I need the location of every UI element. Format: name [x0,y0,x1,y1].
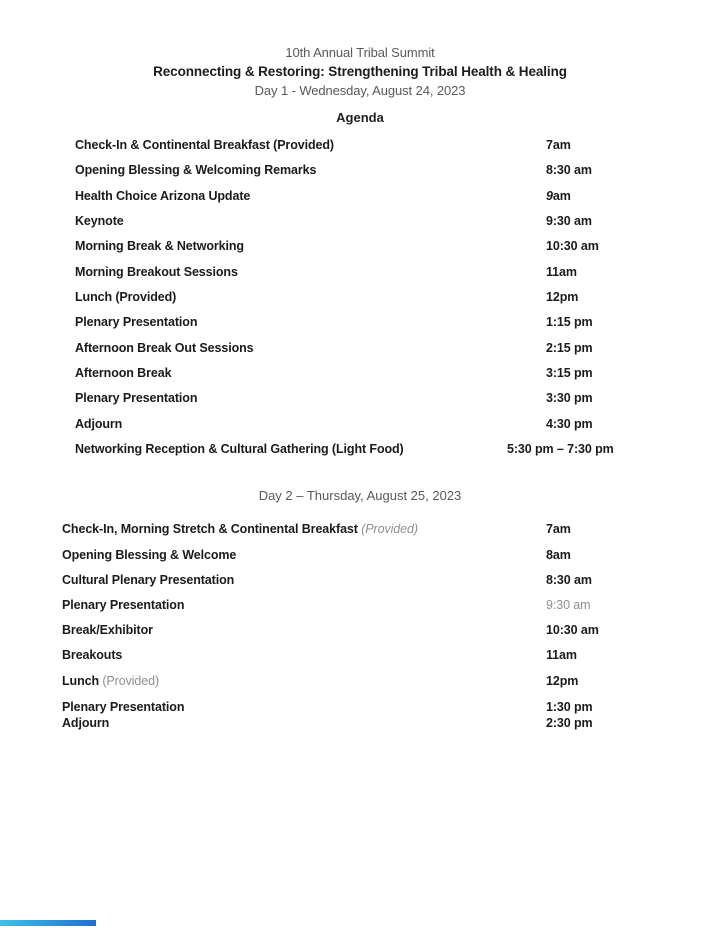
agenda-row [62,715,720,731]
agenda-item-time: 1:15 pm [546,315,593,330]
agenda-item-label: Plenary Presentation [62,699,185,714]
agenda-row [75,386,720,411]
agenda-row [75,310,720,335]
agenda-row [75,133,720,158]
agenda-item-label: Check-In & Continental Breakfast (Provided) [75,138,334,152]
agenda-row [75,209,720,234]
agenda-item-time-part: am [552,188,571,203]
agenda-item-time: 11am [546,264,577,279]
agenda-row [75,184,720,209]
agenda-item-label: Plenary Presentation [75,391,198,406]
day1-date-heading: Day 1 - Wednesday, August 24, 2023 [254,83,466,98]
agenda-item-label: Afternoon Break [75,366,172,381]
agenda-item-label: Opening Blessing & Welcoming Remarks [75,163,317,178]
agenda-row [75,336,720,361]
agenda-item-label: Adjourn [62,715,110,730]
agenda-item-time: 2:15 pm [546,340,593,355]
agenda-item-label: Networking Reception & Cultural Gathering (Light Food) [75,442,404,457]
agenda-item-label: Opening Blessing & Welcome [62,547,237,562]
agenda-row [75,361,720,386]
agenda-item-time: 7am [546,522,571,537]
agenda-row [62,669,720,694]
agenda-item-time: 2:30 pm [546,715,593,730]
agenda-item-time: 4:30 pm [546,416,593,431]
day2-date-heading: Day 2 – Thursday, August 25, 2023 [258,488,462,504]
agenda-item-time: 12pm [546,673,579,688]
agenda-item-label: Cultural Plenary Presentation [62,572,235,587]
agenda-row [62,643,720,668]
agenda-item-label: Health Choice Arizona Update [75,188,251,203]
agenda-row [62,618,720,643]
agenda-row [75,234,720,259]
agenda-item-time: 8:30 am [546,572,592,587]
loading-progress-bar [0,920,96,926]
agenda-item-time [546,184,571,209]
event-name: 10th Annual Tribal Summit [285,45,435,60]
agenda-row [75,158,720,183]
agenda-item-label: Afternoon Break Out Sessions [75,340,254,355]
day1-agenda-list [75,133,720,462]
agenda-item-time: 9:30 am [546,214,592,229]
agenda-item-label-note: (Provided) [357,522,418,537]
agenda-item-time: 11am [546,648,577,663]
agenda-item-time-part: 9 [546,188,553,203]
agenda-row [75,412,720,437]
agenda-item-label: Break/Exhibitor [62,623,153,638]
agenda-item-time: 5:30 pm – 7:30 pm [507,442,614,457]
agenda-item-label: Plenary Presentation [75,315,198,330]
agenda-item-label: Morning Break & Networking [75,239,244,254]
event-theme-title: Reconnecting & Restoring: Strengthening Tribal Health & Healing [153,64,567,79]
agenda-item-time: 1:30 pm [546,699,593,714]
agenda-item-label: Check-In, Morning Stretch & Continental Breakfast (Provided) [62,522,418,537]
agenda-item-time: 7am [546,138,571,152]
agenda-row [62,568,720,593]
agenda-item-label: Breakouts [62,648,123,663]
agenda-row [75,285,720,310]
agenda-row [75,260,720,285]
agenda-item-time: 10:30 am [546,623,599,638]
agenda-row [62,517,720,542]
agenda-item-label-note: (Provided) [99,673,160,688]
agenda-row [62,593,720,618]
agenda-item-time: 3:15 pm [546,366,593,381]
agenda-item-time: 8am [546,547,571,562]
agenda-item-label: Adjourn [75,416,123,431]
agenda-heading: Agenda [336,110,384,125]
agenda-item-time: 9:30 am [546,598,591,613]
agenda-item-label: Plenary Presentation [62,598,185,613]
agenda-item-label: Lunch (Provided) [75,290,177,305]
agenda-item-label: Keynote [75,214,124,229]
agenda-row [62,543,720,568]
agenda-row [75,437,720,462]
agenda-row [62,699,720,715]
agenda-item-label: Morning Breakout Sessions [75,264,238,279]
agenda-item-time: 10:30 am [546,239,599,254]
day2-agenda-list [62,517,720,731]
agenda-item-label: Lunch (Provided) [62,673,160,688]
agenda-item-time: 3:30 pm [546,391,593,406]
agenda-item-time: 8:30 am [546,163,592,178]
agenda-item-time: 12pm [546,290,579,305]
document-header [0,0,720,100]
